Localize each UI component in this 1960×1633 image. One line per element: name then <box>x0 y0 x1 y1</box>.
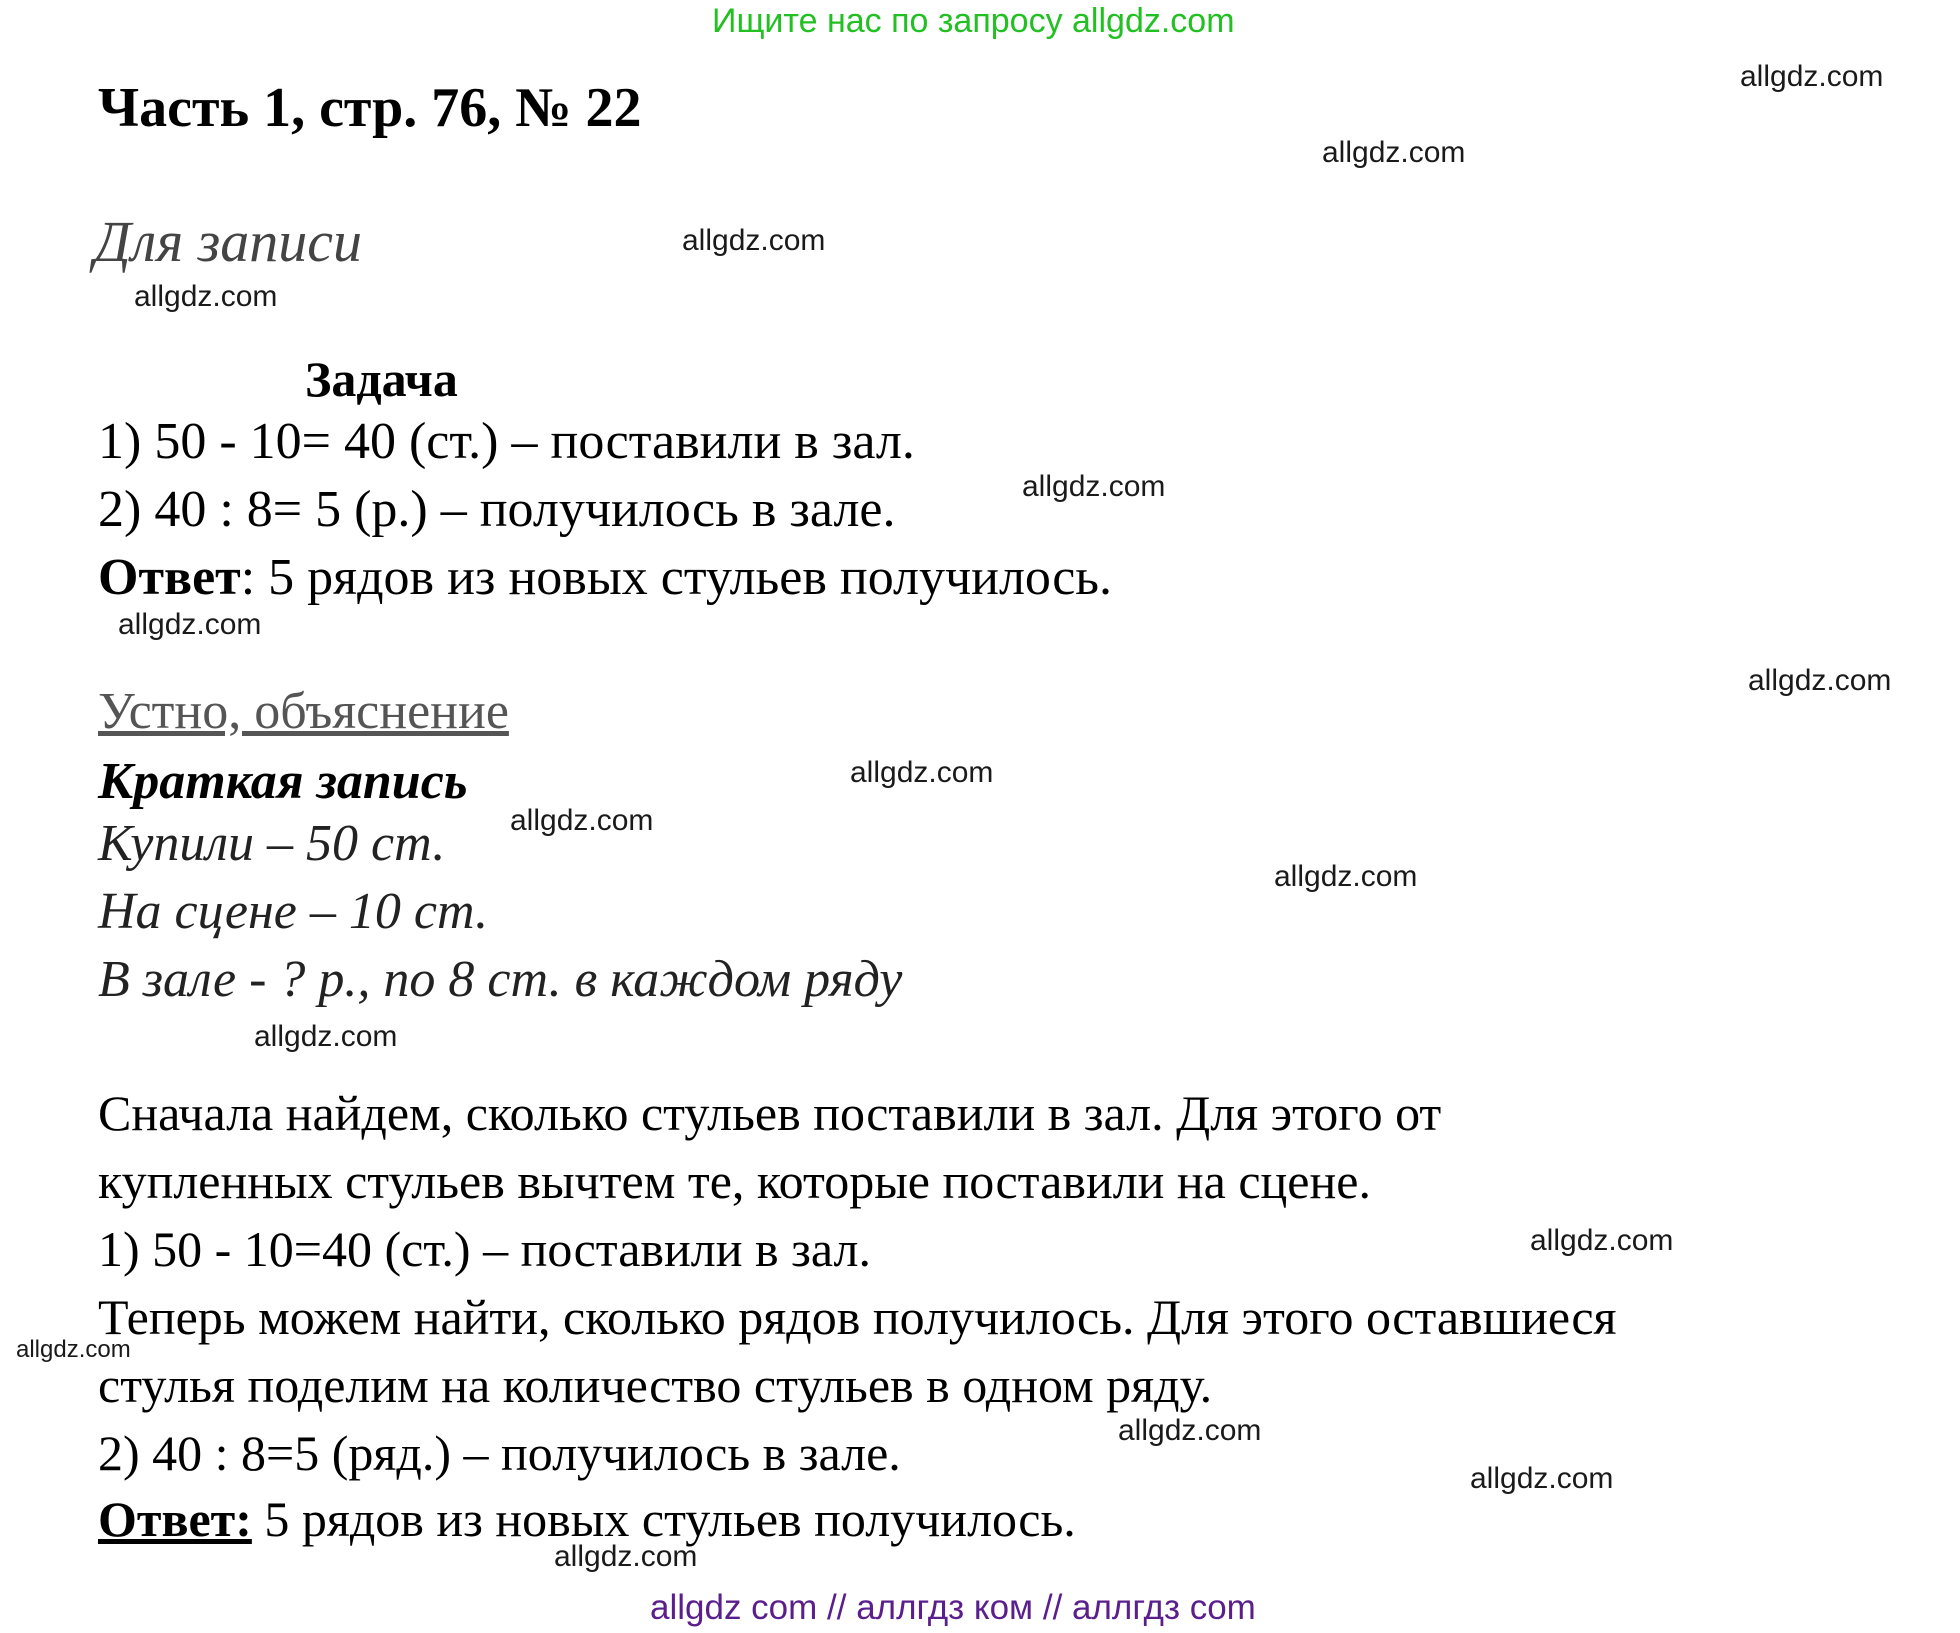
watermark: allgdz.com <box>554 1540 698 1573</box>
watermark: allgdz.com <box>510 804 654 837</box>
task-heading: Задача <box>305 351 458 407</box>
brief-line-2: На сцене – 10 ст. <box>98 883 489 940</box>
watermark: allgdz.com <box>850 756 994 789</box>
answer-2-label: Ответ: <box>98 1491 252 1547</box>
brief-line-1: Купили – 50 ст. <box>98 815 446 872</box>
oral-explanation-heading: Устно, объяснение <box>98 683 509 740</box>
explanation-para-1-line-2: купленных стульев вычтем те, которые поставили на сцене. <box>98 1153 1371 1209</box>
watermark: allgdz.com <box>682 224 826 257</box>
explanation-para-2-line-2: стулья поделим на количество стульев в одном ряду. <box>98 1357 1213 1413</box>
watermark: allgdz.com <box>1118 1414 1262 1447</box>
page-title: Часть 1, стр. 76, № 22 <box>98 77 642 139</box>
solution-line-2: 2) 40 : 8= 5 (р.) – получилось в зале. <box>98 481 896 538</box>
bottom-banner[interactable]: allgdz com // аллгдз ком // аллгдз com <box>650 1588 1256 1627</box>
top-banner[interactable]: Ищите нас по запросу allgdz.com <box>712 2 1235 40</box>
explanation-para-1-line-1: Сначала найдем, сколько стульев поставили в зал. Для этого от <box>98 1085 1442 1141</box>
brief-record-heading: Краткая запись <box>98 753 468 810</box>
solution-line-1: 1) 50 - 10= 40 (ст.) – поставили в зал. <box>98 413 915 470</box>
watermark: allgdz.com <box>134 280 278 313</box>
answer-1 <box>98 548 1112 607</box>
watermark: allgdz.com <box>1740 60 1884 93</box>
watermark: allgdz.com <box>16 1336 131 1363</box>
watermark: allgdz.com <box>118 608 262 641</box>
brief-line-3: В зале - ? р., по 8 ст. в каждом ряду <box>98 951 903 1008</box>
explanation-step-2: 2) 40 : 8=5 (ряд.) – получилось в зале. <box>98 1425 901 1481</box>
explanation-step-1: 1) 50 - 10=40 (ст.) – поставили в зал. <box>98 1221 871 1277</box>
answer-1-label: Ответ <box>98 549 241 606</box>
answer-2-text: 5 рядов из новых стульев получилось. <box>251 1491 1076 1547</box>
watermark: allgdz.com <box>1022 470 1166 503</box>
section-record-heading: Для записи <box>94 209 363 274</box>
watermark: allgdz.com <box>1274 860 1418 893</box>
watermark: allgdz.com <box>1530 1224 1674 1257</box>
watermark: allgdz.com <box>1470 1462 1614 1495</box>
watermark: allgdz.com <box>254 1020 398 1053</box>
watermark: allgdz.com <box>1322 136 1466 169</box>
watermark: allgdz.com <box>1748 664 1892 697</box>
explanation-para-2-line-1: Теперь можем найти, сколько рядов получилось. Для этого оставшиеся <box>98 1289 1617 1345</box>
answer-1-text: : 5 рядов из новых стульев получилось. <box>240 549 1113 606</box>
